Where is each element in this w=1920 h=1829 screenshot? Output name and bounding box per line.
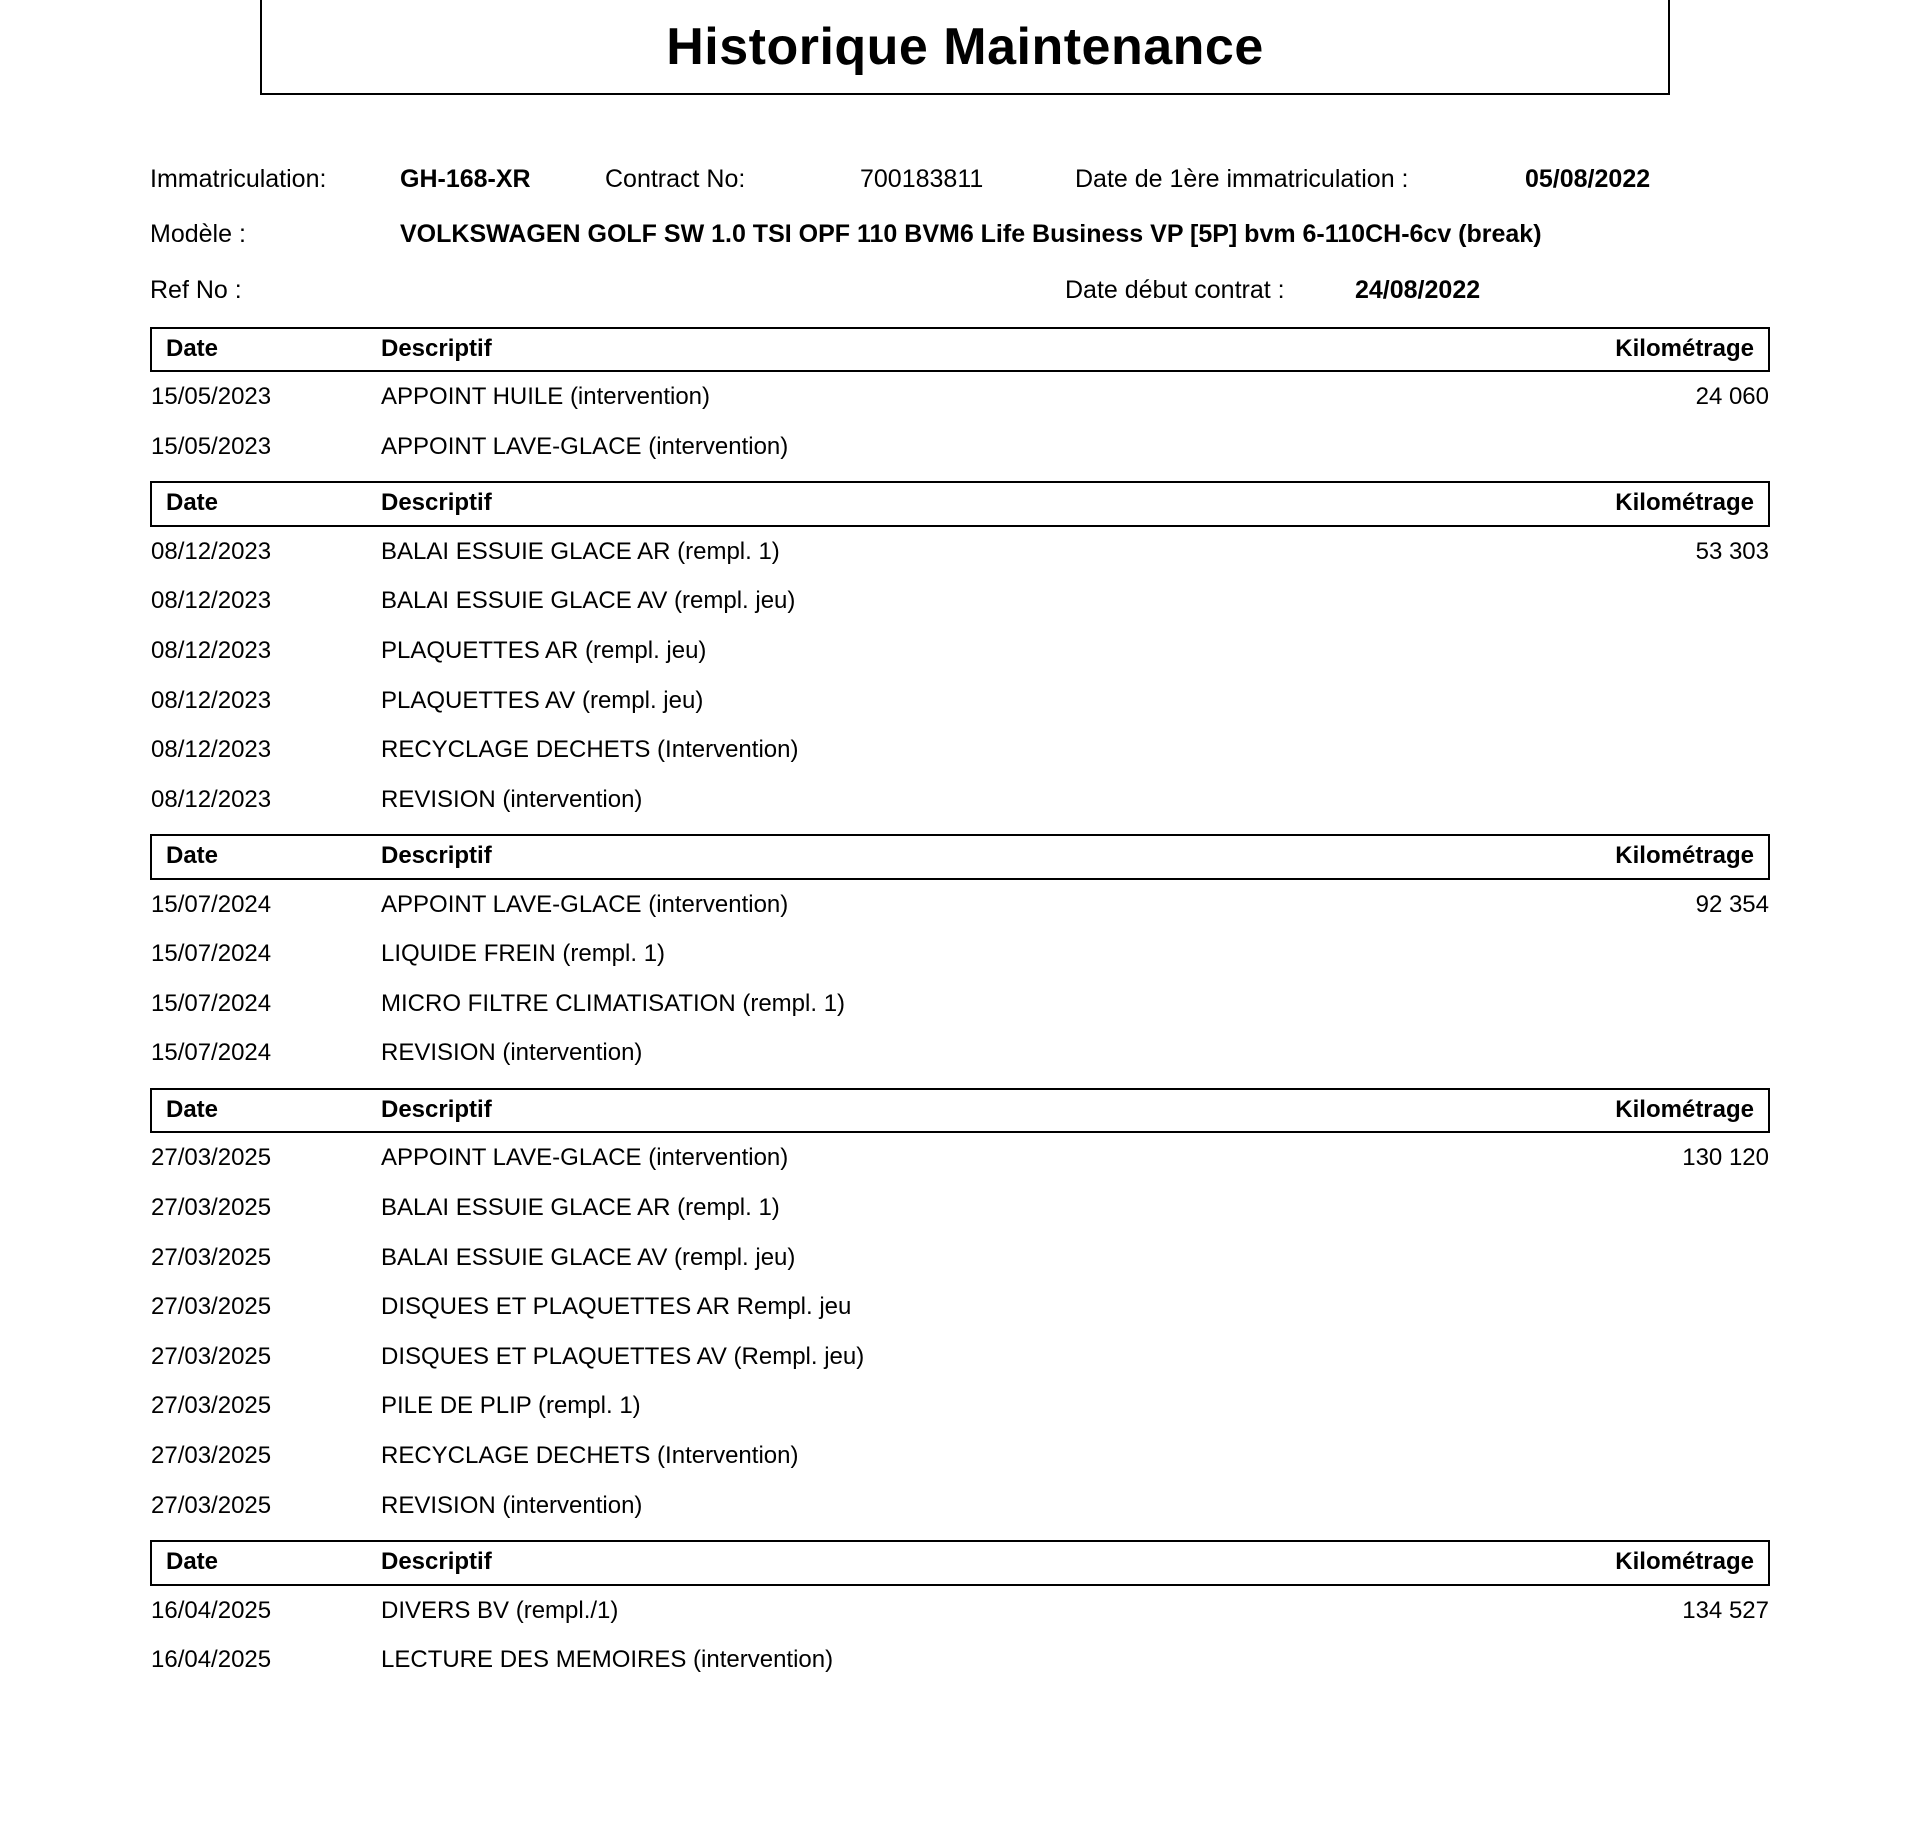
cell-kilometrage [1440, 1635, 1769, 1685]
cell-descriptif: APPOINT LAVE-GLACE (intervention) [381, 432, 789, 460]
column-header-descriptif: Descriptif [381, 328, 1440, 371]
cell-date: 08/12/2023 [151, 636, 272, 664]
column-header-date: Date [151, 835, 381, 878]
history-block [150, 1088, 1770, 1530]
cell-descriptif: DISQUES ET PLAQUETTES AV (Rempl. jeu) [381, 1342, 865, 1370]
table-row [151, 979, 1769, 1029]
immatriculation-value: GH-168-XR [400, 165, 531, 193]
cell-descriptif: REVISION (intervention) [381, 785, 643, 813]
cell-kilometrage [1440, 775, 1769, 825]
table-row [151, 879, 1769, 930]
title-box [260, 0, 1670, 95]
table-row [151, 1183, 1769, 1233]
cell-kilometrage: 92 354 [1695, 890, 1769, 918]
cell-kilometrage [1440, 1233, 1769, 1283]
cell-kilometrage [1440, 626, 1769, 676]
cell-kilometrage: 130 120 [1682, 1144, 1769, 1172]
cell-date: 15/07/2024 [151, 890, 272, 918]
title-area [150, 0, 1770, 95]
first-registration-value: 05/08/2022 [1525, 165, 1651, 193]
column-header-kilometrage: Kilométrage [1440, 482, 1769, 525]
cell-date: 16/04/2025 [151, 1646, 272, 1674]
info-row-registration [150, 161, 1770, 197]
column-header-kilometrage: Kilométrage [1440, 1089, 1769, 1132]
info-row-ref [150, 272, 1770, 308]
cell-kilometrage [1440, 1381, 1769, 1431]
cell-date: 08/12/2023 [151, 736, 272, 764]
cell-descriptif: PILE DE PLIP (rempl. 1) [381, 1392, 641, 1420]
history-table [150, 481, 1770, 824]
immatriculation-label: Immatriculation: [150, 165, 327, 193]
cell-descriptif: DIVERS BV (rempl./1) [381, 1596, 619, 1624]
table-row [151, 1481, 1769, 1531]
table-row [151, 1233, 1769, 1283]
table-header-row [151, 835, 1769, 878]
column-header-date: Date [151, 1089, 381, 1132]
ref-label: Ref No : [150, 275, 242, 304]
cell-date: 08/12/2023 [151, 785, 272, 813]
column-header-kilometrage: Kilométrage [1440, 1541, 1769, 1584]
cell-date: 16/04/2025 [151, 1596, 272, 1624]
column-header-date: Date [151, 1541, 381, 1584]
column-header-kilometrage: Kilométrage [1440, 835, 1769, 878]
cell-descriptif: BALAI ESSUIE GLACE AV (rempl. jeu) [381, 1243, 796, 1271]
column-header-descriptif: Descriptif [381, 1089, 1440, 1132]
cell-kilometrage [1440, 1282, 1769, 1332]
history-table [150, 1540, 1770, 1685]
cell-date: 27/03/2025 [151, 1293, 272, 1321]
info-row-model [150, 216, 1770, 252]
cell-date: 27/03/2025 [151, 1491, 272, 1519]
first-registration-label: Date de 1ère immatriculation : [1075, 165, 1409, 193]
cell-descriptif: REVISION (intervention) [381, 1039, 643, 1067]
cell-date: 15/07/2024 [151, 989, 272, 1017]
cell-descriptif: REVISION (intervention) [381, 1491, 643, 1519]
contract-start-label: Date début contrat : [1065, 275, 1285, 304]
table-header-row [151, 1541, 1769, 1584]
history-block [150, 834, 1770, 1078]
table-row [151, 1585, 1769, 1636]
table-row [151, 725, 1769, 775]
history-table [150, 834, 1770, 1078]
history-tables [150, 327, 1770, 1685]
cell-kilometrage [1440, 422, 1769, 472]
cell-date: 27/03/2025 [151, 1243, 272, 1271]
cell-kilometrage [1440, 1028, 1769, 1078]
cell-descriptif: APPOINT LAVE-GLACE (intervention) [381, 1144, 789, 1172]
cell-date: 27/03/2025 [151, 1442, 272, 1469]
cell-date: 27/03/2025 [151, 1392, 272, 1420]
column-header-date: Date [151, 328, 381, 371]
cell-kilometrage: 53 303 [1695, 537, 1769, 565]
table-row [151, 775, 1769, 825]
cell-kilometrage [1440, 725, 1769, 775]
table-header-row [151, 482, 1769, 525]
cell-kilometrage [1440, 979, 1769, 1029]
cell-descriptif: DISQUES ET PLAQUETTES AR Rempl. jeu [381, 1293, 852, 1321]
cell-kilometrage [1440, 676, 1769, 726]
cell-descriptif: BALAI ESSUIE GLACE AV (rempl. jeu) [381, 587, 796, 615]
contract-start-value: 24/08/2022 [1355, 275, 1481, 304]
table-row [151, 1381, 1769, 1431]
table-row [151, 1282, 1769, 1332]
cell-date: 08/12/2023 [151, 537, 272, 565]
cell-descriptif: LECTURE DES MEMOIRES (intervention) [381, 1646, 834, 1674]
cell-kilometrage [1440, 929, 1769, 979]
cell-kilometrage: 134 527 [1682, 1596, 1769, 1624]
table-row [151, 526, 1769, 577]
column-header-descriptif: Descriptif [381, 835, 1440, 878]
cell-descriptif: MICRO FILTRE CLIMATISATION (rempl. 1) [381, 989, 846, 1017]
cell-date: 15/07/2024 [151, 1039, 272, 1067]
history-block [150, 327, 1770, 472]
table-header-row [151, 1089, 1769, 1132]
vehicle-info [150, 161, 1770, 308]
column-header-date: Date [151, 482, 381, 525]
cell-kilometrage [1440, 576, 1769, 626]
history-block [150, 1540, 1770, 1685]
cell-kilometrage: 24 060 [1695, 383, 1769, 411]
cell-descriptif: BALAI ESSUIE GLACE AR (rempl. 1) [381, 537, 780, 565]
table-row [151, 422, 1769, 472]
cell-descriptif: APPOINT HUILE (intervention) [381, 383, 711, 411]
table-row [151, 1635, 1769, 1685]
column-header-descriptif: Descriptif [381, 1541, 1440, 1584]
table-row [151, 1132, 1769, 1183]
model-label: Modèle : [150, 220, 246, 249]
cell-kilometrage [1440, 1431, 1769, 1481]
table-row [151, 929, 1769, 979]
cell-date: 15/07/2024 [151, 940, 272, 968]
cell-descriptif: LIQUIDE FREIN (rempl. 1) [381, 940, 666, 968]
cell-descriptif: APPOINT LAVE-GLACE (intervention) [381, 890, 789, 918]
cell-kilometrage [1440, 1332, 1769, 1382]
cell-kilometrage [1440, 1481, 1769, 1531]
page-title: Historique Maintenance [666, 17, 1264, 76]
cell-date: 27/03/2025 [151, 1144, 272, 1172]
column-header-kilometrage: Kilométrage [1440, 328, 1769, 371]
cell-descriptif: BALAI ESSUIE GLACE AR (rempl. 1) [381, 1194, 780, 1222]
table-row [151, 1332, 1769, 1382]
cell-date: 15/05/2023 [151, 383, 272, 411]
model-value: VOLKSWAGEN GOLF SW 1.0 TSI OPF 110 BVM6 Life Business VP [5P] bvm 6-110CH-6cv (break) [400, 220, 1542, 249]
table-row [151, 676, 1769, 726]
cell-date: 08/12/2023 [151, 686, 272, 714]
cell-descriptif: PLAQUETTES AR (rempl. jeu) [381, 636, 707, 664]
history-table [150, 1088, 1770, 1530]
table-row [151, 576, 1769, 626]
cell-descriptif: PLAQUETTES AV (rempl. jeu) [381, 686, 704, 714]
table-header-row [151, 328, 1769, 371]
cell-descriptif: RECYCLAGE DECHETS (Intervention) [381, 736, 799, 764]
cell-date: 08/12/2023 [151, 587, 272, 615]
history-block [150, 481, 1770, 824]
table-row [151, 1431, 1769, 1481]
cell-descriptif: RECYCLAGE DECHETS (Intervention) [381, 1442, 799, 1469]
column-header-descriptif: Descriptif [381, 482, 1440, 525]
contract-label: Contract No: [605, 165, 746, 193]
table-row [151, 626, 1769, 676]
contract-value: 700183811 [860, 165, 984, 193]
cell-date: 27/03/2025 [151, 1342, 272, 1370]
cell-kilometrage [1440, 1183, 1769, 1233]
history-table [150, 327, 1770, 472]
table-row [151, 371, 1769, 422]
cell-date: 27/03/2025 [151, 1194, 272, 1222]
cell-date: 15/05/2023 [151, 432, 272, 460]
table-row [151, 1028, 1769, 1078]
